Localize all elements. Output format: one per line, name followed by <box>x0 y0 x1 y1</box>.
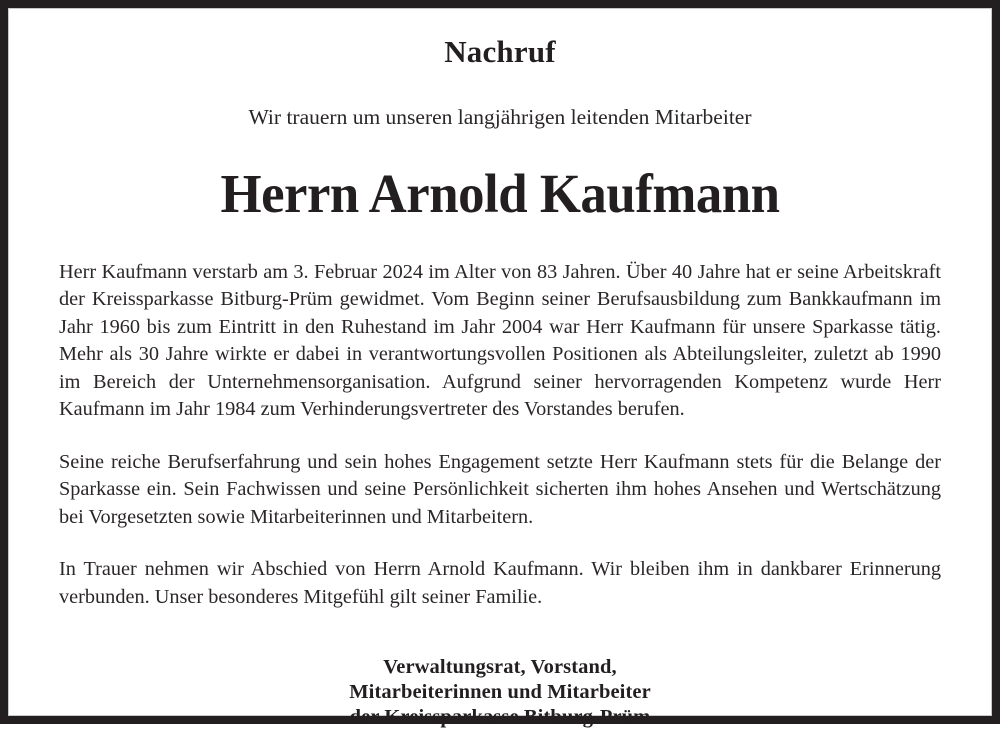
notice-title: Nachruf <box>444 34 556 69</box>
obituary-notice-body <box>8 8 992 729</box>
obituary-paragraph-1: Herr Kaufmann verstarb am 3. Februar 2024 im Alter von 83 Jahren. Über 40 Jahre hat er seine Arbeitskraft der Kreissparkasse Bitburg-Prüm gewidmet. Vom Beginn seiner Berufsausbildung zum Bankkaufmann im Jahr 1960 bis zum Eintritt in den Ruhestand im Jahr 2004 war Herr Kaufmann für unsere Sparkasse tätig. Mehr als 30 Jahre wirkte er dabei in verantwortungsvollen Positionen als Abteilungsleiter, zuletzt ab 1990 im Bereich der Unternehmensorganisation. Aufgrund seiner hervorragenden Kompetenz wurde Herr Kaufmann im Jahr 1984 zum Verhinderungsvertreter des Vorstandes berufen. <box>59 260 941 421</box>
signature-line-1: Verwaltungsrat, Vorstand, <box>383 656 617 679</box>
notice-subtitle: Wir trauern um unseren langjährigen leitenden Mitarbeiter <box>248 105 752 130</box>
signature-line-3: der Kreissparkasse Bitburg-Prüm <box>349 706 651 729</box>
obituary-paragraph-3: In Trauer nehmen wir Abschied von Herrn Arnold Kaufmann. Wir bleiben ihm in dankbarer Erinnerung verbunden. Unser besonderes Mitgefühl gilt seiner Familie. <box>59 558 941 608</box>
obituary-body-copy <box>51 259 949 612</box>
signature-line-2: Mitarbeiterinnen und Mitarbeiter <box>349 681 651 704</box>
deceased-name: Herrn Arnold Kaufmann <box>220 162 780 224</box>
signature-block <box>51 655 949 730</box>
obituary-paragraph-2: Seine reiche Berufserfahrung und sein hohes Engagement setzte Herr Kaufmann stets für die Belange der Sparkasse ein. Sein Fachwissen und seine Persönlichkeit sicherten ihm hohes Ansehen und Wertschätzung bei Vorgesetzten sowie Mitarbeiterinnen und Mitarbeitern. <box>59 450 941 528</box>
